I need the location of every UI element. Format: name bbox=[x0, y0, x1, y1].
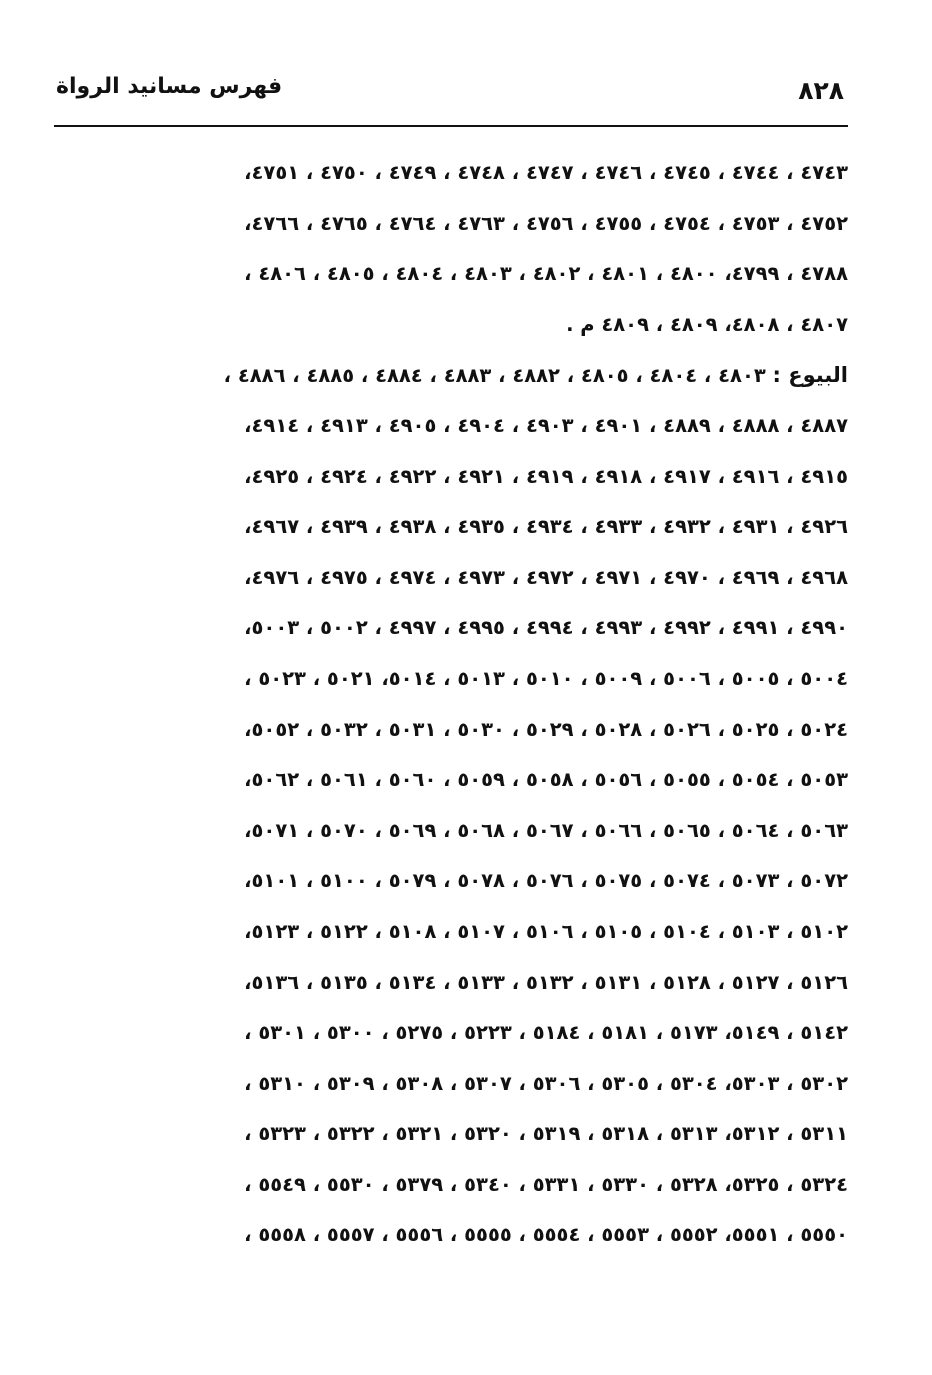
section-line-buyoo bbox=[40, 350, 848, 401]
index-line: ٥٠٢٤ ، ٥٠٢٥ ، ٥٠٢٦ ، ٥٠٢٨ ، ٥٠٢٩ ، ٥٠٣٠ ، ٥٠٣١ ، ٥٠٣٢ ، ٥٠٥٢، bbox=[244, 717, 848, 741]
page-number: ٨٢٨ bbox=[798, 76, 844, 105]
section-line-text: ٤٨٠٣ ، ٤٨٠٤ ، ٤٨٠٥ ، ٤٨٨٢ ، ٤٨٨٣ ، ٤٨٨٤ ، ٤٨٨٥ ، ٤٨٨٦ ، bbox=[223, 364, 766, 388]
header-divider bbox=[54, 125, 848, 127]
index-line: ٤٧٥٢ ، ٤٧٥٣ ، ٤٧٥٤ ، ٤٧٥٥ ، ٤٧٥٦ ، ٤٧٦٣ ، ٤٧٦٤ ، ٤٧٦٥ ، ٤٧٦٦، bbox=[244, 211, 848, 235]
index-line: ٥٣٢٤ ، ٥٣٢٥، ٥٣٢٨ ، ٥٣٣٠ ، ٥٣٣١ ، ٥٣٤٠ ، ٥٣٧٩ ، ٥٥٣٠ ، ٥٥٤٩ ، bbox=[244, 1172, 848, 1196]
index-line: ٤٩٢٦ ، ٤٩٣١ ، ٤٩٣٢ ، ٤٩٣٣ ، ٤٩٣٤ ، ٤٩٣٥ ، ٤٩٣٨ ، ٤٩٣٩ ، ٤٩٦٧، bbox=[244, 515, 848, 539]
index-line: ٤٨٠٧ ، ٤٨٠٨، ٤٨٠٩ ، ٤٨٠٩ م . bbox=[566, 312, 848, 336]
index-line: ٥٣١١ ، ٥٣١٢، ٥٣١٣ ، ٥٣١٨ ، ٥٣١٩ ، ٥٣٢٠ ، ٥٣٢١ ، ٥٣٢٢ ، ٥٣٢٣ ، bbox=[244, 1122, 848, 1146]
section-label: البيوع : bbox=[772, 363, 848, 388]
index-line: ٥٣٠٢ ، ٥٣٠٣، ٥٣٠٤ ، ٥٣٠٥ ، ٥٣٠٦ ، ٥٣٠٧ ، ٥٣٠٨ ، ٥٣٠٩ ، ٥٣١٠ ، bbox=[244, 1071, 848, 1095]
index-line: ٥٠٠٤ ، ٥٠٠٥ ، ٥٠٠٦ ، ٥٠٠٩ ، ٥٠١٠ ، ٥٠١٣ ، ٥٠١٤، ٥٠٢١ ، ٥٠٢٣ ، bbox=[244, 666, 848, 690]
index-line: ٤٩٦٨ ، ٤٩٦٩ ، ٤٩٧٠ ، ٤٩٧١ ، ٤٩٧٢ ، ٤٩٧٣ ، ٤٩٧٤ ، ٤٩٧٥ ، ٤٩٧٦، bbox=[244, 565, 848, 589]
index-line: ٥٠٥٣ ، ٥٠٥٤ ، ٥٠٥٥ ، ٥٠٥٦ ، ٥٠٥٨ ، ٥٠٥٩ ، ٥٠٦٠ ، ٥٠٦١ ، ٥٠٦٢، bbox=[244, 768, 848, 792]
index-line: ٥١٠٢ ، ٥١٠٣ ، ٥١٠٤ ، ٥١٠٥ ، ٥١٠٦ ، ٥١٠٧ ، ٥١٠٨ ، ٥١٢٢ ، ٥١٢٣، bbox=[244, 919, 848, 943]
index-line: ٤٩١٥ ، ٤٩١٦ ، ٤٩١٧ ، ٤٩١٨ ، ٤٩١٩ ، ٤٩٢١ ، ٤٩٢٢ ، ٤٩٢٤ ، ٤٩٢٥، bbox=[244, 464, 848, 488]
index-body bbox=[40, 148, 848, 1261]
index-line: ٥٠٧٢ ، ٥٠٧٣ ، ٥٠٧٤ ، ٥٠٧٥ ، ٥٠٧٦ ، ٥٠٧٨ ، ٥٠٧٩ ، ٥١٠٠ ، ٥١٠١، bbox=[244, 869, 848, 893]
index-line: ٥٠٦٣ ، ٥٠٦٤ ، ٥٠٦٥ ، ٥٠٦٦ ، ٥٠٦٧ ، ٥٠٦٨ ، ٥٠٦٩ ، ٥٠٧٠ ، ٥٠٧١، bbox=[244, 818, 848, 842]
running-title: فهرس مسانيد الرواة bbox=[56, 74, 283, 99]
page-header bbox=[54, 70, 848, 110]
index-line: ٤٨٨٧ ، ٤٨٨٨ ، ٤٨٨٩ ، ٤٩٠١ ، ٤٩٠٣ ، ٤٩٠٤ ، ٤٩٠٥ ، ٤٩١٣ ، ٤٩١٤، bbox=[244, 413, 848, 437]
index-line: ٥١٤٢ ، ٥١٤٩، ٥١٧٣ ، ٥١٨١ ، ٥١٨٤ ، ٥٢٢٣ ، ٥٢٧٥ ، ٥٣٠٠ ، ٥٣٠١ ، bbox=[244, 1021, 848, 1045]
index-line: ٤٧٨٨ ، ٤٧٩٩، ٤٨٠٠ ، ٤٨٠١ ، ٤٨٠٢ ، ٤٨٠٣ ، ٤٨٠٤ ، ٤٨٠٥ ، ٤٨٠٦ ، bbox=[244, 262, 848, 286]
index-line: ٥١٢٦ ، ٥١٢٧ ، ٥١٢٨ ، ٥١٣١ ، ٥١٣٢ ، ٥١٣٣ ، ٥١٣٤ ، ٥١٣٥ ، ٥١٣٦، bbox=[244, 970, 848, 994]
index-line: ٥٥٥٠ ، ٥٥٥١، ٥٥٥٢ ، ٥٥٥٣ ، ٥٥٥٤ ، ٥٥٥٥ ، ٥٥٥٦ ، ٥٥٥٧ ، ٥٥٥٨ ، bbox=[244, 1223, 848, 1247]
index-line: ٤٩٩٠ ، ٤٩٩١ ، ٤٩٩٢ ، ٤٩٩٣ ، ٤٩٩٤ ، ٤٩٩٥ ، ٤٩٩٧ ، ٥٠٠٢ ، ٥٠٠٣، bbox=[244, 616, 848, 640]
index-line: ٤٧٤٣ ، ٤٧٤٤ ، ٤٧٤٥ ، ٤٧٤٦ ، ٤٧٤٧ ، ٤٧٤٨ ، ٤٧٤٩ ، ٤٧٥٠ ، ٤٧٥١، bbox=[244, 161, 848, 184]
